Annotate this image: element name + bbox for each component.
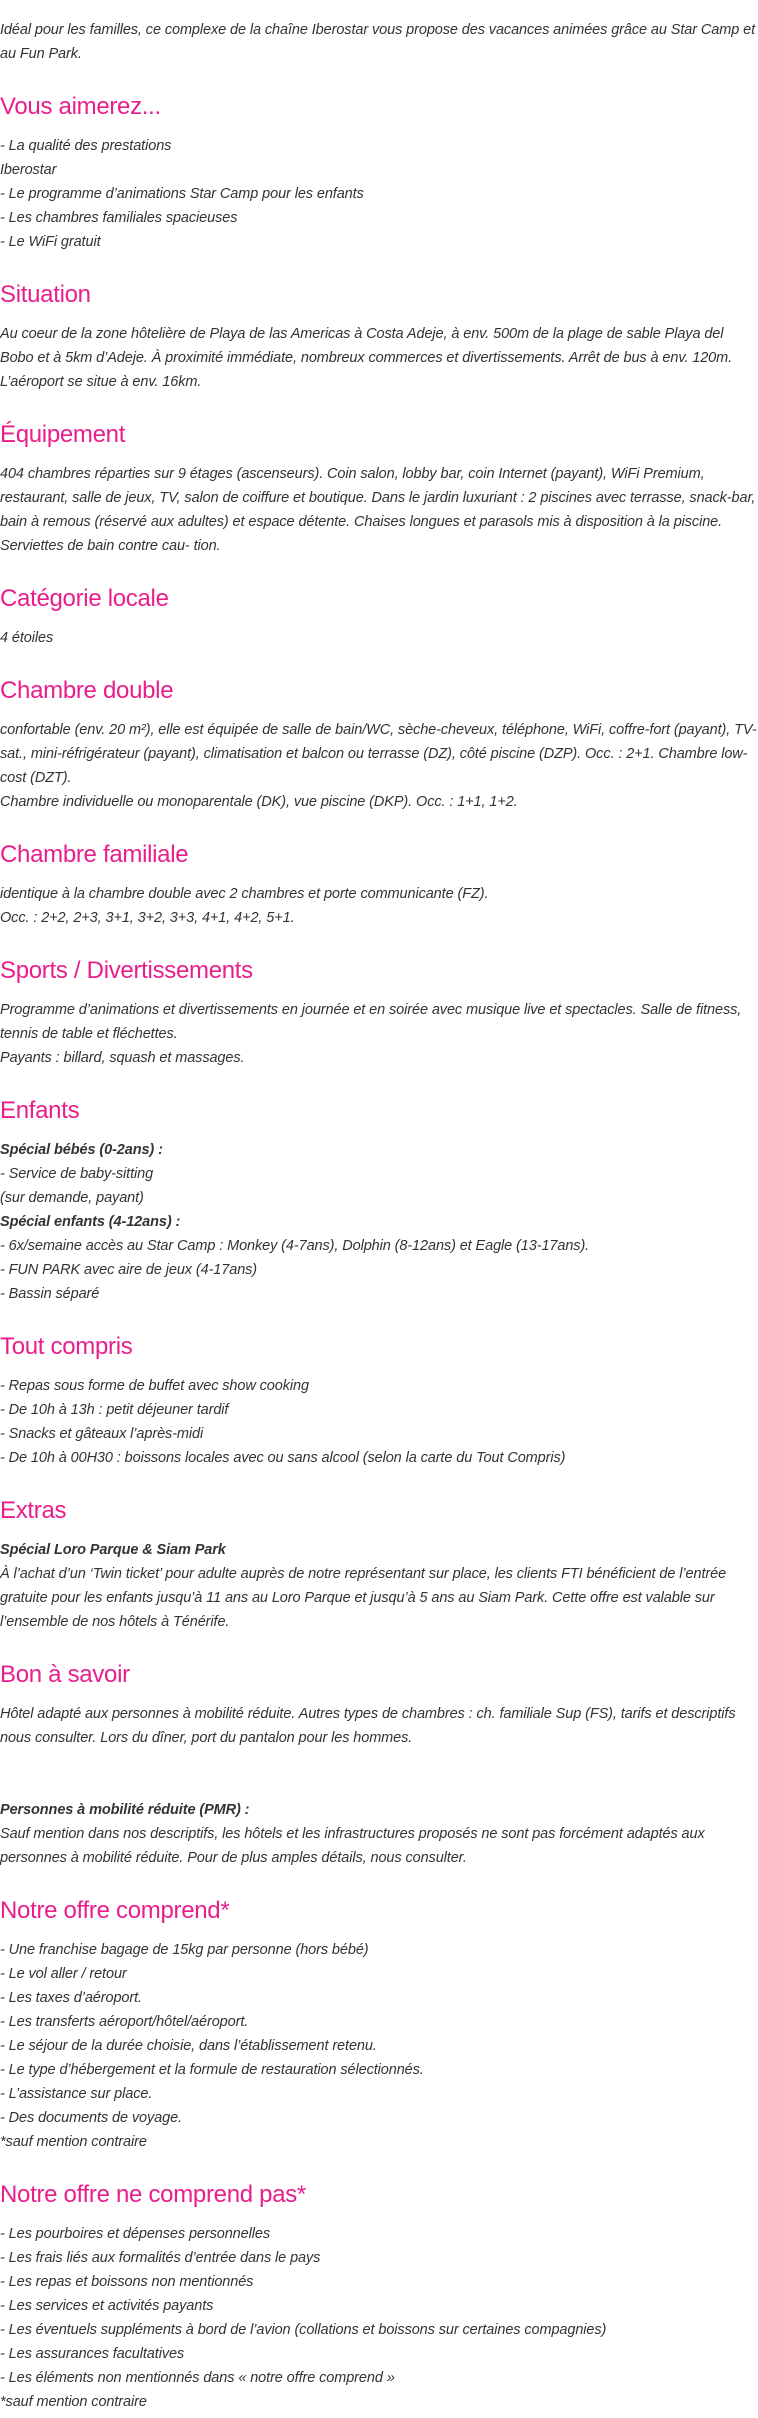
footnote: *sauf mention contraire bbox=[0, 2134, 147, 2150]
section-bon-a-savoir bbox=[0, 1660, 758, 1870]
section-title: Situation bbox=[0, 281, 91, 308]
list-item: - Les chambres familiales spacieuses bbox=[0, 210, 238, 226]
section-title: Chambre double bbox=[0, 677, 174, 704]
list-item: - Les éventuels suppléments à bord de l’avion (collations et boissons sur certaines compagnies) bbox=[0, 2322, 607, 2338]
list-item: - Service de baby-sitting bbox=[0, 1166, 154, 1182]
list-item: - Snacks et gâteaux l’après-midi bbox=[0, 1426, 204, 1442]
section-text: Chambre individuelle ou monoparentale (DK), vue piscine (DKP). Occ. : 1+1, 1+2. bbox=[0, 794, 518, 810]
section-title: Équipement bbox=[0, 421, 126, 448]
section-situation bbox=[0, 280, 758, 394]
section-sports bbox=[0, 956, 758, 1070]
section-text: identique à la chambre double avec 2 chambres et porte communicante (FZ). bbox=[0, 886, 489, 902]
section-chambre-familiale bbox=[0, 840, 758, 930]
section-text: Programme d’animations et divertissements en journée et en soirée avec musique live et spectacles. Salle de fitness, tennis de table et fléchettes. bbox=[0, 1002, 742, 1042]
sub-label: Spécial bébés (0-2ans) : bbox=[0, 1142, 163, 1158]
list-item: - Les éléments non mentionnés dans « notre offre comprend » bbox=[0, 2370, 395, 2386]
section-enfants bbox=[0, 1096, 758, 1306]
section-offre-comprend bbox=[0, 1896, 758, 2154]
list-item: - Les frais liés aux formalités d’entrée dans le pays bbox=[0, 2250, 321, 2266]
list-item: - L’assistance sur place. bbox=[0, 2086, 153, 2102]
list-item: - Le type d’hébergement et la formule de restauration sélectionnés. bbox=[0, 2062, 424, 2078]
section-categorie bbox=[0, 584, 758, 650]
footnote: *sauf mention contraire bbox=[0, 2394, 147, 2410]
sub-label: Personnes à mobilité réduite (PMR) : bbox=[0, 1802, 250, 1818]
list-item: - Les repas et boissons non mentionnés bbox=[0, 2274, 254, 2290]
section-title: Chambre familiale bbox=[0, 841, 189, 868]
list-item: - Une franchise bagage de 15kg par personne (hors bébé) bbox=[0, 1942, 369, 1958]
section-text: confortable (env. 20 m²), elle est équipée de salle de bain/WC, sèche-cheveux, téléphone, WiFi, coffre-fort (payant), TV-sat., mini-réfrigérateur (payant), climatisation et balcon ou terrasse (DZ), côté piscine (DZP). Occ. : 2+1. Chambre low-cost (DZT). bbox=[0, 722, 757, 786]
list-item: - 6x/semaine accès au Star Camp : Monkey (4-7ans), Dolphin (8-12ans) et Eagle (13-17ans). bbox=[0, 1238, 590, 1254]
list-item: - De 10h à 00H30 : boissons locales avec ou sans alcool (selon la carte du Tout Compris) bbox=[0, 1450, 566, 1466]
list-item: - Le séjour de la durée choisie, dans l’établissement retenu. bbox=[0, 2038, 377, 2054]
spacer bbox=[0, 1774, 758, 1798]
section-extras bbox=[0, 1496, 758, 1634]
section-text: 404 chambres réparties sur 9 étages (ascenseurs). Coin salon, lobby bar, coin Internet (payant), WiFi Premium, restaurant, salle de jeux, TV, salon de coiffure et boutique. Dans le jardin luxuriant : 2 piscines avec terrasse, snack-bar, bain à remous (réservé aux adultes) et espace détente. Chaises longues et parasols mis à disposition à la piscine. Serviettes de bain contre cau- tion. bbox=[0, 466, 756, 554]
section-title: Enfants bbox=[0, 1097, 80, 1124]
section-title: Extras bbox=[0, 1497, 67, 1524]
section-chambre-double bbox=[0, 676, 758, 814]
list-item: Iberostar bbox=[0, 162, 57, 178]
list-item: - Le WiFi gratuit bbox=[0, 234, 101, 250]
section-text: Sauf mention dans nos descriptifs, les hôtels et les infrastructures proposés ne sont pas forcément adaptés aux personnes à mobilité réduite. Pour de plus amples détails, nous consulter. bbox=[0, 1826, 705, 1866]
sub-label: Spécial Loro Parque & Siam Park bbox=[0, 1542, 226, 1558]
section-equipement bbox=[0, 420, 758, 558]
intro-text: Idéal pour les familles, ce complexe de la chaîne Iberostar vous propose des vacances animées grâce au Star Camp et au Fun Park. bbox=[0, 22, 755, 62]
list-item: - Des documents de voyage. bbox=[0, 2110, 182, 2126]
section-text: À l’achat d’un ‘Twin ticket’ pour adulte auprès de notre représentant sur place, les clients FTI bénéficient de l’entrée gratuite pour les enfants jusqu’à 11 ans au Loro Parque et jusqu’à 5 ans au Siam Park. Cette offre est valable sur l’ensemble de nos hôtels à Ténérife. bbox=[0, 1566, 727, 1630]
sub-label: Spécial enfants (4-12ans) : bbox=[0, 1214, 181, 1230]
section-offre-ne-comprend bbox=[0, 2180, 758, 2414]
list-item: - Les taxes d’aéroport. bbox=[0, 1990, 142, 2006]
section-text: Hôtel adapté aux personnes à mobilité réduite. Autres types de chambres : ch. familiale Sup (FS), tarifs et descriptifs nous consulter. Lors du dîner, port du pantalon pour les hommes. bbox=[0, 1706, 736, 1746]
section-title: Sports / Divertissements bbox=[0, 957, 253, 984]
section-title: Tout compris bbox=[0, 1333, 133, 1360]
section-aimerez bbox=[0, 92, 758, 254]
list-item: - FUN PARK avec aire de jeux (4-17ans) bbox=[0, 1262, 258, 1278]
spacer bbox=[0, 1750, 758, 1774]
section-title: Notre offre ne comprend pas* bbox=[0, 2181, 307, 2208]
section-title: Catégorie locale bbox=[0, 585, 169, 612]
list-item: - De 10h à 13h : petit déjeuner tardif bbox=[0, 1402, 229, 1418]
list-item: (sur demande, payant) bbox=[0, 1190, 144, 1206]
section-text: L’aéroport se situe à env. 16km. bbox=[0, 374, 202, 390]
section-title: Bon à savoir bbox=[0, 1661, 130, 1688]
section-text: 4 étoiles bbox=[0, 630, 54, 646]
list-item: - Les pourboires et dépenses personnelles bbox=[0, 2226, 270, 2242]
list-item: - Le programme d’animations Star Camp pour les enfants bbox=[0, 186, 364, 202]
section-title: Vous aimerez... bbox=[0, 93, 161, 120]
list-item: - Le vol aller / retour bbox=[0, 1966, 127, 1982]
section-title: Notre offre comprend* bbox=[0, 1897, 230, 1924]
list-item: - Bassin séparé bbox=[0, 1286, 100, 1302]
section-text: Occ. : 2+2, 2+3, 3+1, 3+2, 3+3, 4+1, 4+2, 5+1. bbox=[0, 910, 295, 926]
list-item: - Les transferts aéroport/hôtel/aéroport. bbox=[0, 2014, 249, 2030]
list-item: - Repas sous forme de buffet avec show cooking bbox=[0, 1378, 309, 1394]
list-item: - Les assurances facultatives bbox=[0, 2346, 185, 2362]
section-text: Payants : billard, squash et massages. bbox=[0, 1050, 245, 1066]
section-tout-compris bbox=[0, 1332, 758, 1470]
section-text: Au coeur de la zone hôtelière de Playa de las Americas à Costa Adeje, à env. 500m de la plage de sable Playa del Bobo et à 5km d’Adeje. À proximité immédiate, nombreux commerces et divertissements. Arrêt de bus à env. 120m. bbox=[0, 326, 733, 366]
list-item: - La qualité des prestations bbox=[0, 138, 172, 154]
list-item: - Les services et activités payants bbox=[0, 2298, 214, 2314]
